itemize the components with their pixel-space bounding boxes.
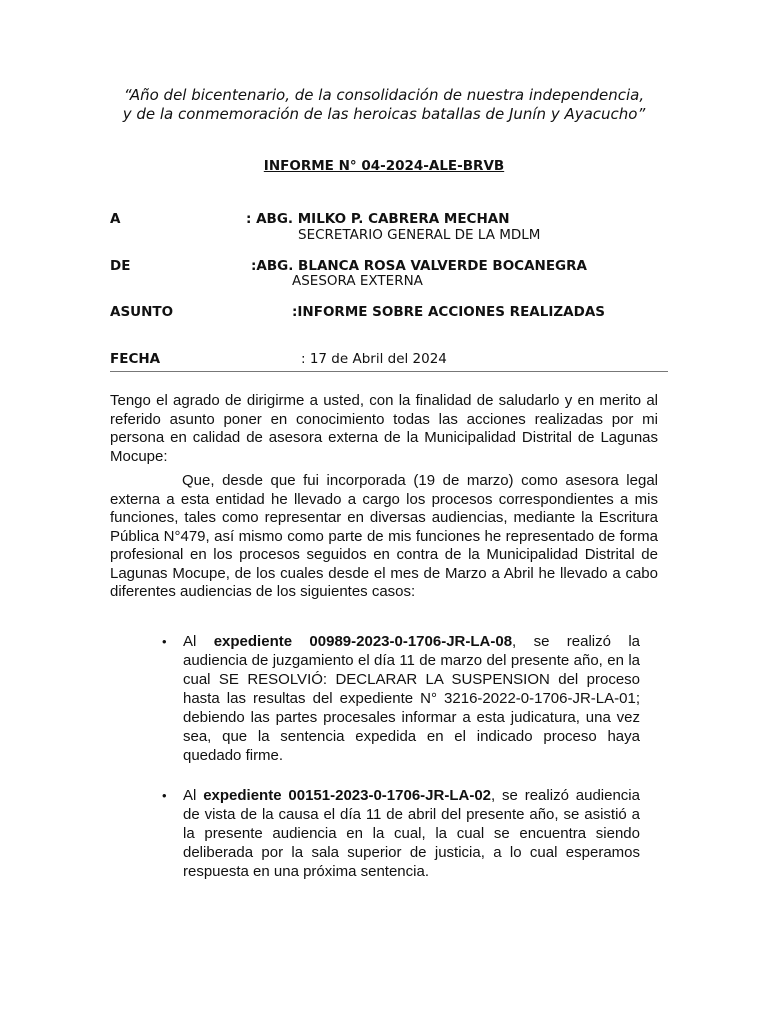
- field-label-de: DE: [110, 258, 131, 274]
- body-paragraph-1: Tengo el agrado de dirigirme a usted, con la finalidad de saludarlo y en merito al referido asunto poner en conocimiento todas las acciones realizadas por mi persona en calidad de asesora externa de la Municipalidad Distrital de Lagunas Mocupe:: [110, 392, 658, 465]
- field-value-fecha: : 17 de Abril del 2024: [301, 351, 447, 367]
- motto-line-1: “Año del bicentenario, de la consolidación de nuestra independencia,: [123, 86, 645, 104]
- header-divider: [110, 371, 668, 372]
- case-label: expediente 00989-2023-0-1706-JR-LA-08: [213, 633, 513, 650]
- cases-list-2: [160, 786, 640, 881]
- bullet-icon: •: [162, 788, 167, 803]
- field-sub-de: ASESORA EXTERNA: [292, 273, 423, 289]
- body-paragraph-2: Que, desde que fui incorporada (19 de marzo) como asesora legal externa a esta entidad he llevado a cargo los procesos correspondientes a mis funciones, tales como representar en diversas audiencias, mediante la Escritura Pública N°479, así mismo como parte de mis funciones he representado de forma profesional en los procesos seguidos en contra de la Municipalidad Distrital de Lagunas Mocupe, de los cuales desde el mes de Marzo a Abril he llevado a cabo diferentes audiencias de los siguientes casos:: [110, 472, 658, 600]
- field-value-de: :ABG. BLANCA ROSA VALVERDE BOCANEGRA: [251, 258, 587, 274]
- field-value-a: : ABG. MILKO P. CABRERA MECHAN: [246, 211, 510, 227]
- field-value-asunto: :INFORME SOBRE ACCIONES REALIZADAS: [292, 304, 605, 320]
- case-text: , se realizó la audiencia de juzgamiento el día 11 de marzo del presente año, en la cual SE RESOLVIÓ: DECLARAR LA SUSPENSION del proceso hasta las resultas del expediente N° 3216-2022-0-1706-JR-LA-01; debiendo las partes procesales informar a esta judicatura, una vez sea, que la sentencia expedida en el indicado proceso haya quedado firme.: [183, 633, 640, 764]
- field-label-a: A: [110, 211, 121, 227]
- case-prefix: Al: [183, 787, 204, 804]
- header-motto: [0, 86, 768, 124]
- list-item: [160, 632, 640, 765]
- list-item: [160, 786, 640, 881]
- field-label-asunto: ASUNTO: [110, 304, 174, 320]
- case-label: expediente 00151-2023-0-1706-JR-LA-02: [203, 787, 492, 804]
- cases-list: [160, 632, 640, 765]
- case-text: , se realizó audiencia de vista de la causa el día 11 de abril del presente año, se asistió a la presente audiencia en la cual, la cual se encuentra siendo deliberada por la sala superior de justicia, a lo cual esperamos respuesta en una próxima sentencia.: [183, 787, 640, 880]
- field-sub-a: SECRETARIO GENERAL DE LA MDLM: [298, 227, 541, 243]
- field-label-fecha: FECHA: [110, 351, 161, 367]
- motto-line-2: y de la conmemoración de las heroicas batallas de Junín y Ayacucho”: [122, 105, 646, 123]
- case-prefix: Al: [183, 633, 214, 650]
- report-title: INFORME N° 04-2024-ALE-BRVB: [263, 158, 505, 174]
- bullet-icon: •: [162, 634, 167, 649]
